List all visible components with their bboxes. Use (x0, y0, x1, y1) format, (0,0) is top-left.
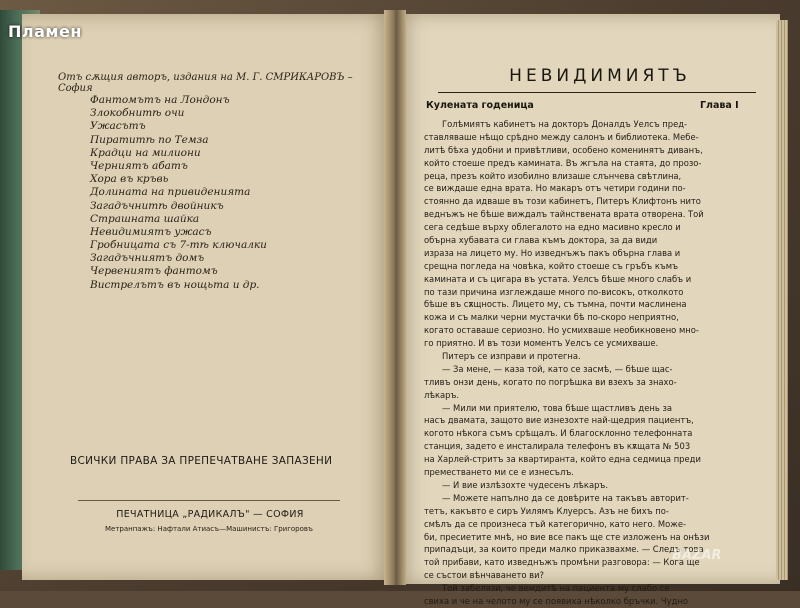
chapter-body (424, 118, 770, 608)
text-line: тетъ, какъвто е сиръ Уилямъ Клуерсъ. Азъ не бихъ по- (424, 505, 669, 516)
text-line: когато оставаше сериозно. Но усмихваше необикновено мно- (424, 325, 699, 336)
same-author-header: Отъ сѫщия авторъ, издания на М. Г. СМРИКАРОВЪ – София (58, 72, 353, 94)
text-line: насъ двамата, защото вие изнезохте най-щедрия пациентъ, (424, 415, 694, 426)
work-title: Хора въ кръвь (90, 173, 169, 186)
work-title: Страшната шайка (90, 212, 200, 225)
text-line: стоянно да идваше въ този кабинетъ, Питеръ Клифтонъ нито (424, 196, 701, 207)
work-title: Вистрелътъ въ нощьта и др. (90, 278, 260, 291)
work-title: Черниятъ абатъ (90, 159, 188, 172)
text-line: — Мили ми приятелю, това бѣше щастливъ день за (442, 402, 673, 413)
text-line: сега седѣше върху облегалото на едно масивно кресло и (424, 222, 681, 233)
text-line: на Харлей-стритъ за квартиранта, който една седмица преди (424, 454, 701, 465)
text-line: се виждаше една врата. Но макаръ отъ четири години по- (424, 183, 686, 194)
text-line: обърна хубавата си глава къмъ доктора, за да види (424, 235, 658, 246)
text-line: бѣше въ сѫщность. Лицето му, съ тъмна, почти маслинена (424, 299, 687, 310)
text-line: преместването ми се е изнесълъ. (424, 467, 574, 478)
work-title: Ужасътъ (90, 120, 146, 133)
chapter-title: Кулената годеница (426, 100, 534, 111)
text-line: литѣ бѣха удобни и привѣтливи, особено коменинятъ диванъ, (424, 144, 703, 155)
text-line: би, пресиетите мнѣ, но вие все пакъ ще сте изложенъ на онѣзи (424, 531, 710, 542)
chapter-number: Глава I (700, 100, 739, 111)
work-title: Червениятъ фантомъ (90, 265, 218, 278)
text-line: израза на лицето му. Но изведнъжъ пакъ обърна глава и (424, 247, 681, 258)
text-line: веднъжъ не бѣше виждалъ тайнствената врата отворена. Той (424, 209, 704, 220)
work-title: Пиратитѣ по Темза (90, 133, 209, 146)
bazar-stamp: BAZAR (672, 548, 722, 563)
book-spine (384, 10, 406, 585)
work-title: Фантомътъ на Лондонъ (90, 94, 230, 106)
text-line: се състои вѣнчаването ви? (424, 570, 544, 581)
text-line: когото нѣкога съмъ срѣщалъ. И благосклонно телефонната (424, 428, 693, 439)
printer-name: ПЕЧАТНИЦА „РАДИКАЛЪ" — СОФИЯ (116, 509, 304, 520)
text-line: по тази причина изглеждаше много по-високъ, отколкото (424, 286, 684, 297)
text-line: Голѣмиятъ кабинетъ на докторъ Доналдъ Уелсъ пред- (442, 119, 688, 129)
work-title: Долината на привиденията (90, 186, 251, 199)
rights-reserved: ВСИЧКИ ПРАВА ЗА ПРЕПЕЧАТВАНЕ ЗАПАЗЕНИ (70, 455, 333, 467)
text-line: смѣлъ да се произнеса тъй категорично, като него. Може- (424, 518, 687, 529)
title-rule (438, 92, 756, 93)
printer-staff: Метранпажъ: Нафтали Атиасъ—Машинистъ: Григоровъ (105, 525, 313, 533)
works-list (90, 94, 350, 292)
seller-watermark: Пламен (8, 22, 82, 41)
text-line: свиха и че на челото му се появиха нѣколко бръчки. Чудно (424, 595, 688, 606)
work-title: Злокобнитѣ очи (90, 107, 185, 120)
text-line: реца, презъ който изобилно влизаше слънчева свѣтлина, (424, 170, 682, 181)
work-title: Крадци на милиони (90, 146, 201, 159)
work-title: Загадъчниятъ домъ (90, 252, 205, 265)
work-title: Загадъчнитѣ двойникъ (90, 199, 224, 212)
printer-imprint (78, 500, 340, 541)
text-line: лѣкаръ. (424, 389, 460, 400)
text-line: тливъ онзи день, когато по погрѣшка ви взехъ за знахо- (424, 376, 677, 387)
text-line: станция, задето е инсталирала телефонъ въ кѫщата № 503 (424, 441, 691, 452)
text-line: камината и съ цигара въ устата. Уелсъ бѣше много слабъ и (424, 273, 692, 284)
page-stack-edge (776, 20, 788, 580)
text-line: кожа и съ малки черни мустачки бѣ по-скоро неприятно, (424, 312, 679, 323)
text-line: Той забелязи, че вемдитѣ на пациента му слабо се (442, 583, 670, 594)
book-title: НЕВИДИМИЯТЪ (509, 66, 691, 86)
text-line: Питеръ се изправи и протегна. (442, 351, 581, 362)
text-line: ставляваше нѣщо срѣдно между салонъ и библиотека. Мебе- (424, 131, 699, 142)
text-line: — За мене, — каза той, като се засмѣ, — бѣше щас- (442, 363, 673, 374)
text-line: припадъци, за които преди малко приказвахме. — Следъ това (424, 544, 704, 555)
work-title: Гробницата съ 7-тѣ ключалки (90, 239, 267, 252)
text-line: който стоеше предъ камината. Въ жгъла на стаята, до прозо- (424, 157, 702, 168)
text-line: той прибави, като изведнъжъ промѣни разговора: — Кога ще (424, 557, 700, 568)
text-line: срещна погледа на човѣка, който стоеше съ гръбъ къмъ (424, 260, 679, 271)
text-line: — И вие излѣзохте чудесенъ лѣкаръ. (442, 479, 608, 490)
text-line: — Можете напълно да се довѣрите на такъвъ авторит- (442, 492, 689, 503)
text-line: го приятно. И въ този моментъ Уелсъ се усмихваше. (424, 338, 659, 349)
work-title: Невидимиятъ ужасъ (90, 225, 212, 238)
